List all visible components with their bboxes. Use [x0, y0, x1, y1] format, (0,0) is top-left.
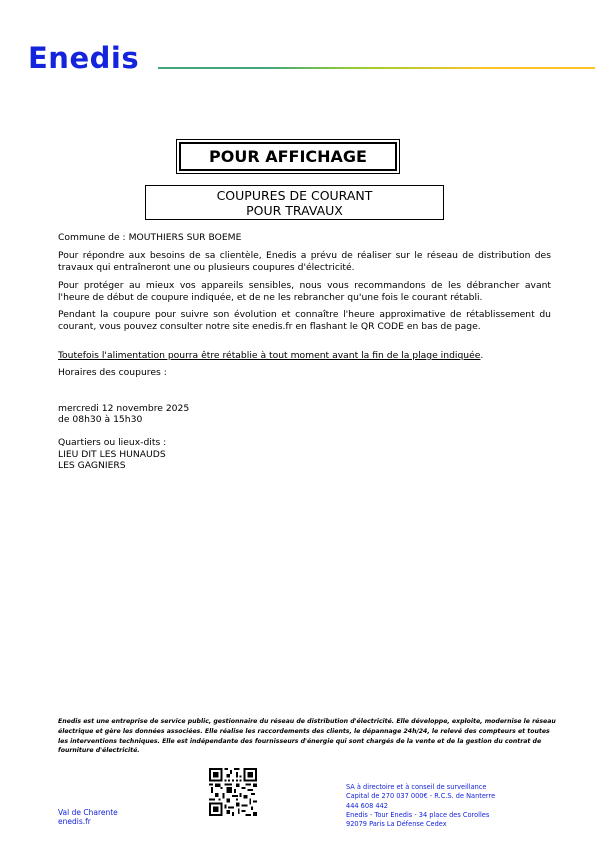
- coupure-time: de 08h30 à 15h30: [58, 414, 143, 425]
- footer-company-type: SA à directoire et à conseil de surveillance: [346, 783, 487, 791]
- footer-left: [58, 808, 118, 826]
- pour-affichage-text: POUR AFFICHAGE: [209, 147, 367, 166]
- footer-legal-text: Enedis est une entreprise de service public, gestionnaire du réseau de distribution d'électricité. Elle développe, exploite, modernise le réseau électrique et gère les données associées. Elle réalise les raccordements des clients, le dépannage 24h/24, le relevé des compteurs et toutes les interventions techniques. Elle est indépendante des fournisseurs d'énergie qui sont chargés de la vente et de la gestion du contrat de fourniture d'électricité.: [58, 718, 556, 755]
- paragraph-1: Pour répondre aux besoins de sa clientèle, Enedis a prévu de réaliser sur le réseau de distribution des travaux qui entraîneront une ou plusieurs coupures d'électricité.: [58, 250, 551, 273]
- paragraph-4: [58, 350, 551, 362]
- coupures-title-line2: POUR TRAVAUX: [246, 202, 343, 218]
- paragraph-3: Pendant la coupure pour suivre son évolution et connaître l'heure approximative de rétablissement du courant, vous pouvez consulter notre site enedis.fr en flashant le QR CODE en bas de page.: [58, 309, 551, 332]
- paragraph-4-underlined: Toutefois l'alimentation pourra être rétablie à tout moment avant la fin de la plage indiquée: [58, 350, 481, 361]
- footer-rcs: 444 608 442: [346, 801, 388, 810]
- logo-text: Enedis: [28, 40, 140, 75]
- footer-address-1: Enedis - Tour Enedis - 34 place des Corolles: [346, 810, 490, 819]
- footer-capital: Capital de 270 037 000€ - R.C.S. de Nanterre: [346, 792, 496, 801]
- brand-gradient-line: [158, 67, 595, 69]
- enedis-logo: [28, 42, 139, 74]
- quartier-item: LIEU DIT LES HUNAUDS: [58, 449, 166, 460]
- commune-line: Commune de : MOUTHIERS SUR BOEME: [58, 232, 242, 243]
- footer-region: Val de Charente: [58, 808, 118, 817]
- pour-affichage-title: [179, 142, 397, 171]
- quartiers-label: Quartiers ou lieux-dits :: [58, 437, 167, 448]
- coupures-title-box: [145, 185, 444, 220]
- horaires-label: Horaires des coupures :: [58, 367, 167, 378]
- coupure-date: mercredi 12 novembre 2025: [58, 403, 190, 414]
- footer-right: [346, 783, 495, 829]
- footer-website-link[interactable]: enedis.fr: [58, 817, 91, 826]
- paragraph-2: Pour protéger au mieux vos appareils sensibles, nous vous recommandons de les débrancher avant l'heure de début de coupure indiquée, et de ne les rebrancher qu'une fois le courant rétabli.: [58, 280, 551, 303]
- coupures-title-line1: COUPURES DE COURANT: [216, 187, 373, 203]
- footer-address-2: 92079 Paris La Défense Cedex: [346, 820, 447, 829]
- paragraph-4-end: .: [480, 350, 484, 361]
- qr-code-icon[interactable]: [209, 768, 257, 816]
- quartier-item: LES GAGNIERS: [58, 460, 126, 471]
